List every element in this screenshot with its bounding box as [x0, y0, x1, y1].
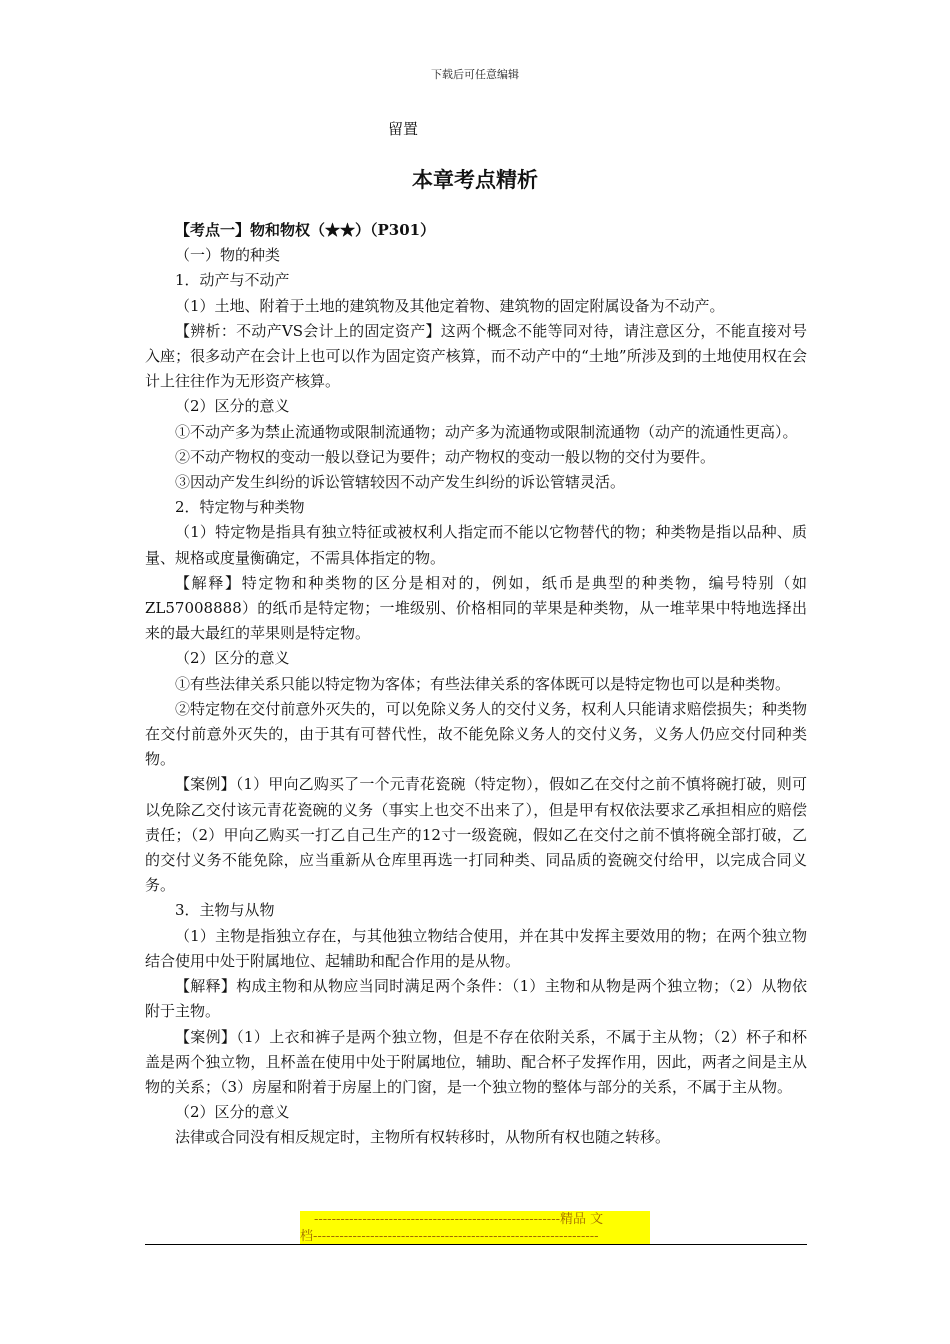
- footer-line-1: --------------------------------------------------------精品 文: [314, 1212, 604, 1227]
- section-heading: 【考点一】物和物权（★★）（P301）: [175, 221, 436, 239]
- paragraph: 【案例】（1）甲向乙购买了一个元青花瓷碗（特定物），假如乙在交付之前不慎将碗打破，则可以免除乙交付该元青花瓷碗的义务（事实上也交不出来了），但是甲有权依法要求乙承担相应的赔偿责任；（2）甲向乙购买一打乙自己生产的12寸一级瓷碗，假如乙在交付之前不慎将碗全部打破，乙的交付义务不能免除，应当重新从仓库里再选一打同种类、同品质的瓷碗交付给甲，以完成合同义务。: [145, 775, 807, 895]
- retain-label: 留置: [388, 120, 419, 138]
- paragraph: ②特定物在交付前意外灭失的，可以免除义务人的交付义务，权利人只能请求赔偿损失；种类物在交付前意外灭失的，由于其有可替代性，故不能免除义务人的交付义务，义务人仍应交付同种类物。: [145, 699, 807, 769]
- paragraph: 【辨析：不动产VS会计上的固定资产】这两个概念不能等同对待，请注意区分，不能直接对号入座；很多动产在会计上也可以作为固定资产核算，而不动产中的“土地”所涉及到的土地使用权在会计上往往作为无形资产核算。: [145, 321, 807, 391]
- paragraph: （2）区分的意义: [175, 1103, 290, 1122]
- paragraph: 【解释】构成主物和从物应当同时满足两个条件：（1）主物和从物是两个独立物；（2）从物依附于主物。: [145, 977, 807, 1021]
- paragraph: 法律或合同没有相反规定时，主物所有权转移时，从物所有权也随之转移。: [175, 1128, 671, 1147]
- paragraph: （1）特定物是指具有独立特征或被权利人指定而不能以它物替代的物；种类物是指以品种、质量、规格或度量衡确定，不需具体指定的物。: [145, 523, 807, 567]
- paragraph: ②不动产物权的变动一般以登记为要件；动产物权的变动一般以物的交付为要件。: [175, 447, 716, 466]
- paragraph: ①有些法律关系只能以特定物为客体；有些法律关系的客体既可以是特定物也可以是种类物。: [175, 674, 791, 693]
- paragraph: 【案例】（1）上衣和裤子是两个独立物，但是不存在依附关系，不属于主从物；（2）杯子和杯盖是两个独立物，且杯盖在使用中处于附属地位，辅助、配合杯子发挥作用，因此，两者之间是主从物的关系；（3）房屋和附着于房屋上的门窗，是一个独立物的整体与部分的关系，不属于主从物。: [145, 1027, 807, 1096]
- paragraph: （1）土地、附着于土地的建筑物及其他定着物、建筑物的固定附属设备为不动产。: [175, 296, 725, 315]
- footer-rule: [145, 1244, 807, 1245]
- footer-watermark: [300, 1211, 650, 1245]
- document-body: [145, 218, 807, 1151]
- paragraph: 2．特定物与种类物: [175, 498, 305, 517]
- page-header: 下载后可任意编辑: [431, 68, 519, 81]
- paragraph: （1）主物是指独立存在，与其他独立物结合使用，并在其中发挥主要效用的物；在两个独立物结合使用中处于附属地位、起辅助和配合作用的是从物。: [145, 926, 807, 970]
- paragraph: ③因动产发生纠纷的诉讼管辖较因不动产发生纠纷的诉讼管辖灵活。: [175, 473, 626, 492]
- paragraph: （一）物的种类: [175, 246, 281, 265]
- footer-line-2: 档-----------------------------------------------------------------: [300, 1229, 599, 1244]
- paragraph: ①不动产多为禁止流通物或限制流通物；动产多为流通物或限制流通物（动产的流通性更高）。: [175, 422, 798, 441]
- paragraph: 【解释】特定物和种类物的区分是相对的，例如，纸币是典型的种类物，编号特别（如ZL57008888）的纸币是特定物；一堆级别、价格相同的苹果是种类物，从一堆苹果中特地选择出来的最大最红的苹果则是特定物。: [145, 573, 807, 643]
- paragraph: 3．主物与从物: [175, 901, 275, 920]
- paragraph: （2）区分的意义: [175, 397, 290, 416]
- paragraph: （2）区分的意义: [175, 649, 290, 668]
- paragraph: 1．动产与不动产: [175, 271, 290, 290]
- chapter-title: 本章考点精析: [412, 167, 538, 192]
